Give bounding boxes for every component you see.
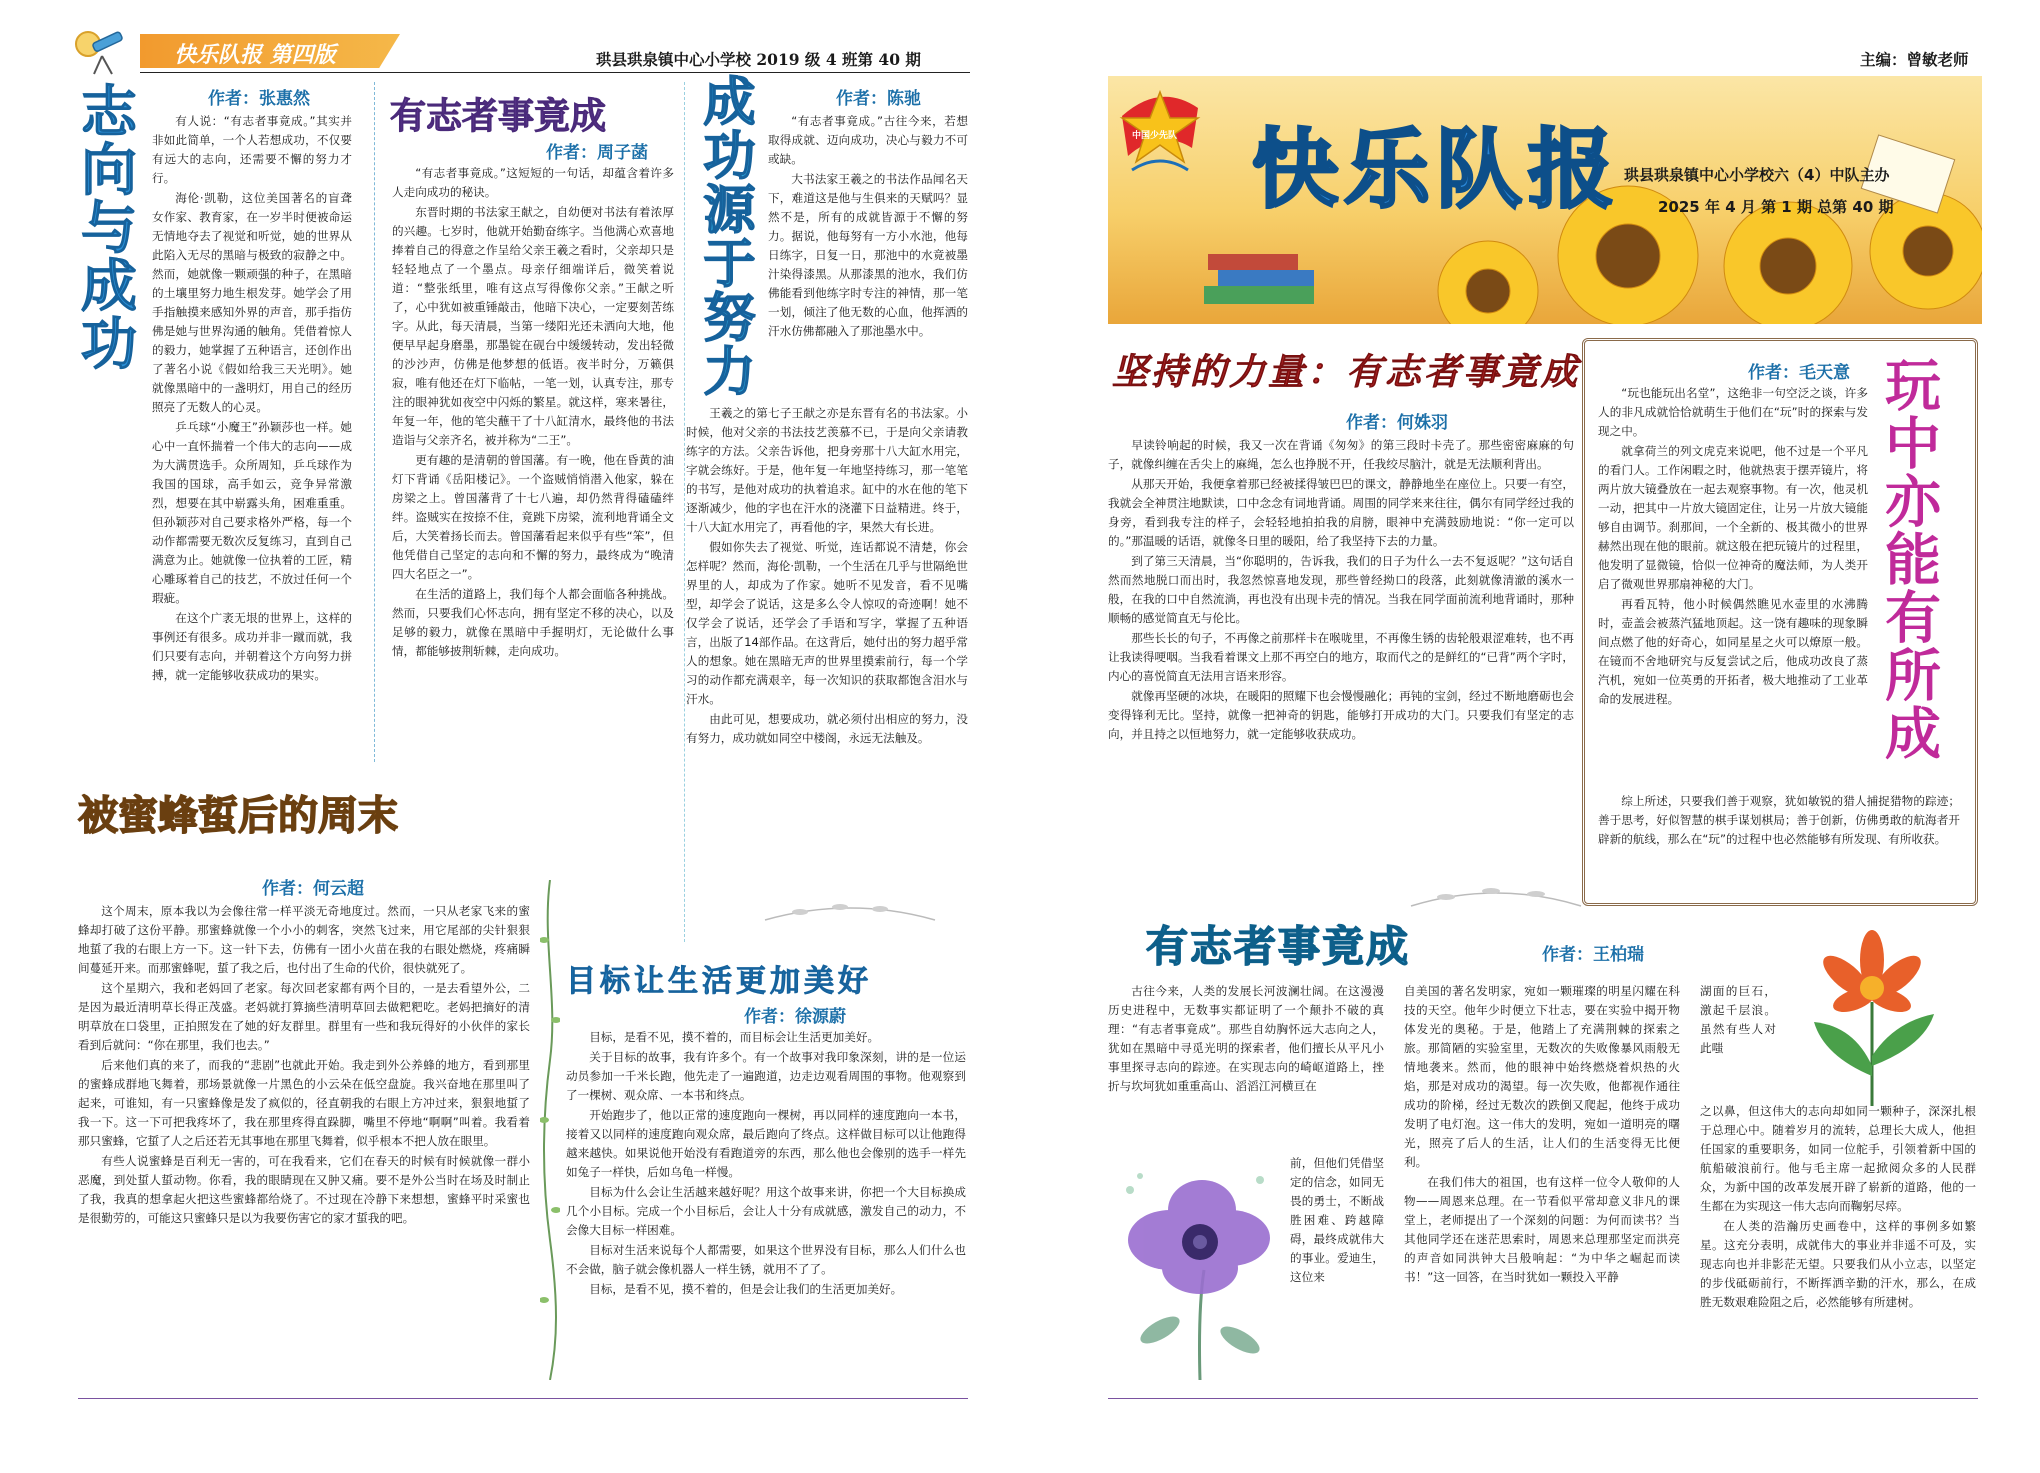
b1-paragraph: 从那天开始，我便拿着那已经被揉得皱巴巴的课文，静静地坐在座位上。只要一有空，我就会全神贯注地默读，口中念念有词地背诵。周围的同学来来往往，偶尔有同学经过我的身旁，看到我专注的样子，会轻轻地拍拍我的肩膀，眼神中充满鼓励地说：“你一定可以的。”那温暖的话语，就像冬日里的暖阳，给了我坚持下去的力量。 bbox=[1108, 477, 1574, 548]
b3-paragraph: 前，但他们凭借坚定的信念，如同无畏的勇士，不断战胜困难、跨越障碍，最终成就伟大的事业。爱迪生，这位来 bbox=[1290, 1156, 1384, 1284]
header-rule bbox=[140, 72, 970, 73]
b3-col1-narrow bbox=[1290, 1154, 1384, 1390]
a3-author: 作者：陈驰 bbox=[836, 89, 921, 109]
a5-paragraph: 开始跑步了，他以正常的速度跑向一棵树，再以同样的速度跑向一本书，接着又以同样的速度跑向观众席，最后跑向了终点。这样做目标可以让他跑得越来越快。如果说他开始没有看跑道旁的东西，那么他也会像别的选手一样先如兔子一样快，后如乌龟一样慢。 bbox=[566, 1108, 966, 1179]
a4-paragraph: 后来他们真的来了，而我的“悲剧”也就此开始。我走到外公养蜂的地方，看到那里的蜜蜂成群地飞舞着，那场景就像一片黑色的小云朵在低空盘旋。我兴奋地在那里叫了起来，可谁知，有一只蜜蜂像是发了疯似的，径直朝我的右眼上方冲过来，狠狠地蜇了我一下。这一下可把我疼坏了，我在那里疼得直跺脚，嘴里不停地“啊啊”叫着。我看着那只蜜蜂，它蜇了人之后还若无其事地在那里飞舞着，似乎根本不把人放在眼里。 bbox=[78, 1058, 530, 1148]
b3-title: 有志者事竟成 bbox=[1146, 922, 1411, 971]
a5-paragraph: 目标对生活来说每个人都需要，如果这个世界没有目标，那么人们什么也不会做，脑子就会像机器人一样生锈，就用不了了。 bbox=[566, 1243, 966, 1276]
b1-paragraph: 就像再坚硬的冰块，在暖阳的照耀下也会慢慢融化；再钝的宝剑，经过不断地磨砺也会变得锋利无比。坚持，就像一把神奇的钥匙，能够打开成功的大门。只要我们有坚定的志向，并且持之以恒地努力，就一定能够收获成功。 bbox=[1108, 689, 1574, 741]
a5-paragraph: 目标为什么会让生活越来越好呢？用这个故事来讲，你把一个大目标换成几个小目标。完成一个小目标后，会让人十分有成就感，激发自己的动力，不会像大目标一样困难。 bbox=[566, 1185, 966, 1237]
b2-body-wide bbox=[1598, 792, 1960, 892]
b3-paragraph: 自美国的著名发明家，宛如一颗璀璨的明星闪耀在科技的天空。他年少时便立下壮志，要在实验中揭开物体发光的奥秘。于是，他踏上了充满荆棘的探索之旅。那简陋的实验室里，无数次的失败像暴风雨般无情地袭来。然而，他的眼神中始终燃烧着炽热的火焰，那是对成功的渴望。每一次失败，他都视作通往成功的阶梯，经过无数次的跌倒又爬起，他终于成功发明了电灯泡。这一伟大的发明，宛如一道明亮的曙光，照亮了后人的生活，让人们的生活变得无比便利。 bbox=[1404, 984, 1680, 1169]
a3-paragraph: “有志者事竟成。”古往今来，若想取得成就、迈向成功，决心与毅力不可或缺。 bbox=[768, 114, 968, 166]
a5-paragraph: 关于目标的故事，我有许多个。有一个故事对我印象深刻，讲的是一位运动员参加一千米长跑，他先走了一遍跑道，边走边观看周围的事物。他观察到了一棵树、观众席、一本书和终点。 bbox=[566, 1050, 966, 1102]
a3-paragraph: 假如你失去了视觉、听觉，连话都说不清楚，你会怎样呢？然而，海伦·凯勒，一个生活在几乎与世隔绝世界里的人，却成为了作家。她听不见发音，看不见嘴型，却学会了说话，这是多么令人惊叹的奇迹啊！她不仅学会了说话，还学会了手语和写字，掌握了五种语言，出版了14部作品。在这背后，她付出的努力超乎常人的想象。她在黑暗无声的世界里摸索前行，每一个学习的动作都充满艰辛，每一次知识的获取都饱含泪水与汗水。 bbox=[686, 540, 968, 706]
telescope-logo-icon bbox=[74, 30, 130, 76]
a1-paragraph: 有人说：“有志者事竟成。”其实并非如此简单，一个人若想成功，不仅要有远大的志向，还需要不懈的努力才行。 bbox=[152, 114, 352, 185]
a5-author: 作者：徐源蔚 bbox=[744, 1007, 846, 1027]
a5-paragraph: 目标，是看不见，摸不着的，但是会让我们的生活更加美好。 bbox=[589, 1282, 903, 1296]
b2-paragraph: 综上所述，只要我们善于观察，犹如敏锐的猎人捕捉猎物的踪迹；善于思考，好似智慧的棋手谋划棋局；善于创新，仿佛勇敢的航海者开辟新的航线，那么在“玩”的过程中也必然能够有所发现、有所收获。 bbox=[1598, 794, 1960, 846]
a2-author: 作者：周子菡 bbox=[546, 143, 648, 163]
a1-title: 志向与成功 bbox=[72, 82, 137, 372]
b2-paragraph: “玩也能玩出名堂”，这绝非一句空泛之谈，许多人的非凡成就恰恰就萌生于他们在“玩”时的探索与发现之中。 bbox=[1598, 386, 1868, 438]
a1-paragraph: 乒乓球“小魔王”孙颖莎也一样。她心中一直怀揣着一个伟大的志向——成为大满贯选手。众所周知，乒乓球作为我国的国球，高手如云，竞争异常激烈，想要在其中崭露头角，困难重重。但孙颖莎对自己要求格外严格，每一个动作都需要无数次反复练习，直到自己满意为止。她就像一位执着的工匠，精心雕琢着自己的技艺，不放过任何一个瑕疵。 bbox=[152, 420, 352, 605]
b3-paragraph: 古往今来，人类的发展长河波澜壮阔。在这漫漫历史进程中，无数事实都证明了一个颠扑不破的真理：“有志者事竟成”。那些自幼胸怀远大志向之人，犹如在黑暗中寻觅光明的探索者，他们擅长从平凡小事里探寻志向的踪迹。在实现志向的崎岖道路上，挫折与坎坷犹如重重高山、滔滔江河横亘在 bbox=[1108, 984, 1384, 1093]
a4-title: 被蜜蜂蜇后的周末 bbox=[78, 792, 398, 839]
leaf-ornament-icon bbox=[1406, 884, 1586, 914]
a2-body bbox=[392, 164, 674, 854]
header-band-label: 快乐队报 第四版 bbox=[174, 43, 336, 68]
a2-paragraph: “有志者事竟成。”这短短的一句话，却蕴含着许多人走向成功的秘诀。 bbox=[392, 166, 674, 199]
a2-paragraph: 更有趣的是清朝的曾国藩。有一晚，他在昏黄的油灯下背诵《岳阳楼记》。一个盗贼悄悄潜入他家，躲在房梁之上。曾国藩背了十七八遍，却仍然背得磕磕绊绊。盗贼实在按捺不住，竟跳下房梁，流利地背诵全文后，大笑着扬长而去。曾国藩看起来似乎有些“笨”，但他凭借自己坚定的志向和不懈的努力，最终成为“晚清四大名臣之一”。 bbox=[392, 453, 674, 581]
a4-paragraph: 这个星期六，我和老妈回了老家。每次回老家都有两个目的，一是去看望外公，二是因为最近清明草长得正茂盛。老妈就打算摘些清明草回去做粑粑吃。老妈把摘好的清明草放在口袋里，正拍照发在了她的好友群里。群里有一些和我玩得好的小伙伴的家长看到后就问：“你在那里，我们也去。” bbox=[78, 981, 530, 1052]
badge-caption: 中国少先队 bbox=[1132, 131, 1178, 141]
b3-author: 作者：王柏瑞 bbox=[1542, 945, 1644, 965]
left-bottom-rule bbox=[78, 1398, 968, 1399]
a5-title: 目标让生活更加美好 bbox=[566, 964, 872, 999]
school-line: 珙县珙泉镇中心小学校 2019 级 4 班第 40 期 bbox=[596, 50, 921, 69]
b3-paragraph: 在人类的浩瀚历史画卷中，这样的事例多如繁星。这充分表明，成就伟大的事业并非遥不可及，实现志向也并非影茫无望。只要我们从小立志，以坚定的步伐砥砺前行，不断挥洒辛勤的汗水，那么，在成胜无数艰难险阻之后，必然能够有所建树。 bbox=[1700, 1219, 1976, 1309]
editor-line: 主编：曾敏老师 bbox=[1860, 50, 1969, 69]
b2-title: 玩中亦能有所成 bbox=[1876, 356, 1941, 762]
a3-paragraph: 由此可见，想要成功，就必须付出相应的努力，没有努力，成功就如同空中楼阁，永远无法触及。 bbox=[686, 712, 968, 745]
a1-paragraph: 在这个广袤无垠的世界上，这样的事例还有很多。成功并非一蹴而就，我们只要有志向，并朝着这个方向努力拼搏，就一定能够收获成功的果实。 bbox=[152, 611, 352, 682]
masthead-title: 快乐队报 bbox=[1252, 120, 1620, 220]
b2-paragraph: 就拿荷兰的列文虎克来说吧，他不过是一个平凡的看门人。工作闲暇之时，他就热衷于摆弄镜片，将两片放大镜叠放在一起去观察事物。有一次，他灵机一动，把其中一片放大镜固定住，让另一片放大镜能够自由调节。刹那间，一个全新的、极其微小的世界赫然出现在他的眼前。就这般在把玩镜片的过程里，他发明了显微镜，恰似一位神奇的魔法师，为人类开启了微观世界那扇神秘的大门。 bbox=[1598, 444, 1868, 591]
b1-author: 作者：何姝羽 bbox=[1346, 413, 1448, 433]
a3-paragraph: 大书法家王羲之的书法作品闻名天下，难道这是他与生俱来的天赋吗？显然不是，所有的成就皆源于不懈的努力。据说，他每努有一方小水池，他每日练字，日复一日，那池中的水竟被墨汁染得漆黑。从那漆黑的池水，我们仿佛能看到他练字时专注的神情，那一笔一划，倾注了他无数的心血，他挥洒的汗水仿佛都融入了那池墨水中。 bbox=[768, 172, 968, 338]
b1-paragraph: 到了第三天清晨，当“你聪明的，告诉我，我们的日子为什么一去不复返呢？”这句话自然而然地脱口而出时，我忽然惊喜地发现，那些曾经拗口的段落，此刻就像清澈的溪水一般，在我的口中自然流淌，再也没有出现卡壳的情况。当我在同学面前流利地背诵时，那种顺畅的感觉简直无与伦比。 bbox=[1108, 554, 1574, 625]
b2-author: 作者：毛天意 bbox=[1748, 363, 1850, 383]
b3-col2 bbox=[1404, 982, 1680, 1390]
a2-title: 有志者事竟成 bbox=[390, 95, 607, 137]
a3-body bbox=[686, 404, 968, 914]
b1-paragraph: 那些长长的句子，不再像之前那样卡在喉咙里，不再像生锈的齿轮般艰涩难转，也不再让我读得哽咽。当我看着课文上那不再空白的地方，取而代之的是鲜红的“已背”两个字时，内心的喜悦简直无法用言语来形容。 bbox=[1108, 631, 1574, 683]
a5-body bbox=[566, 1028, 966, 1388]
a2-paragraph: 东晋时期的书法家王献之，自幼便对书法有着浓厚的兴趣。七岁时，他就开始勤奋练字。当他满心欢喜地捧着自己的得意之作呈给父亲王羲之看时，父亲却只是轻轻地点了一个墨点。母亲仔细端详后，微笑着说道：“整张纸里，唯有这点写得像你父亲。”王献之听了，心中犹如被重锤敲击，他暗下决心，一定要刻苦练字。从此，每天清晨，当第一缕阳光还未洒向大地，他便早早起身磨墨，那墨锭在砚台中缓缓转动，发出轻微的沙沙声，仿佛是他梦想的低语。夜半时分，万籁俱寂，唯有他还在灯下临帖，一笔一划，认真专注，那专注的眼神犹如夜空中闪烁的繁星。就这样，寒来暑往，年复一年，他的笔尖蘸干了十八缸清水，最终他的书法造诣与父亲齐名，被并称为“二王”。 bbox=[392, 205, 674, 447]
a3-body-top bbox=[768, 112, 968, 372]
a3-paragraph: 王羲之的第七子王献之亦是东晋有名的书法家。小时候，他对父亲的书法技艺羡慕不已，于是向父亲请教练字的方法。父亲告诉他，把身旁那十八大缸水用完，字就会练好。于是，他年复一年地坚持练习，那一笔笔的书写，是他对成功的执着追求。缸中的水在他的笔下逐渐减少，他的字也在汗水的浇灌下日益精进。终于，十八大缸水用完了，再看他的字，果然大有长进。 bbox=[686, 406, 968, 534]
b3-paragraph: 湖面的巨石，激起千层浪。虽然有些人对此嗤 bbox=[1700, 984, 1776, 1055]
a1-author: 作者：张惠然 bbox=[208, 89, 310, 109]
b3-col1 bbox=[1108, 982, 1384, 1156]
b1-body bbox=[1108, 436, 1574, 902]
vine-divider-icon bbox=[540, 880, 560, 1380]
a1-paragraph: 海伦·凯勒，这位美国著名的盲聋女作家、教育家，在一岁半时便被命运无情地夺去了视觉和听觉，她的世界从此陷入无尽的黑暗与极致的寂静之中。然而，她就像一颗顽强的种子，在黑暗的土壤里努力地生根发芽。她学会了用手指触摸来感知外界的声音，那手指仿佛是她与世界沟通的触角。凭借着惊人的毅力，她掌握了五种语言，还创作出了著名小说《假如给我三天光明》。她就像黑暗中的一盏明灯，用自己的经历照亮了无数人的心灵。 bbox=[152, 191, 352, 414]
leaf-ornament-icon bbox=[760, 900, 940, 928]
b3-col3-narrow bbox=[1700, 982, 1776, 1100]
a4-paragraph: 有些人说蜜蜂是百利无一害的，可在我看来，它们在春天的时候有时候就像一群小恶魔，到处蜇人蜇动物。你看，我的眼睛现在又肿又痛。要不是外公当时在场及时制止了我，我真的想拿起火把这些蜜蜂都给烧了。不过现在冷静下来想想，蜜蜂平时采蜜也是很勤劳的，可能这只蜜蜂只是以为我要伤害它的家才蜇我的吧。 bbox=[78, 1154, 530, 1225]
a5-paragraph: 目标，是看不见，摸不着的，而目标会让生活更加美好。 bbox=[589, 1030, 880, 1044]
orange-flower-icon bbox=[1784, 926, 1960, 1106]
a4-paragraph: 这个周末，原本我以为会像往常一样平淡无奇地度过。然而，一只从老家飞来的蜜蜂却打破了这份平静。那蜜蜂就像一个小小的刺客，突然飞过来，用它尾部的尖针狠狠地蜇了我的右眼上方一下。这一针下去，仿佛有一团小火苗在我的右眼处燃烧，疼痛瞬间蔓延开来。而那蜜蜂呢，蜇了我之后，也付出了生命的代价，很快就死了。 bbox=[78, 904, 530, 975]
a3-title: 成功源于努力 bbox=[694, 74, 754, 398]
a4-body bbox=[78, 902, 530, 1386]
purple-flower-icon bbox=[1110, 1150, 1286, 1380]
b3-paragraph: 之以鼻，但这伟大的志向却如同一颗种子，深深扎根于总理心中。随着岁月的流转，总理长大成人，他担任国家的重要职务，如同一位舵手，引领着新中国的航船破浪前行。他与毛主席一起掀阅众多的人民群众，为新中国的改革发展开辟了崭新的道路，他的一生都在为实现这一伟大志向而鞠躬尽瘁。 bbox=[1700, 1104, 1976, 1213]
b1-title: 坚持的力量：有志者事竟成 bbox=[1112, 351, 1581, 393]
column-divider bbox=[684, 82, 685, 942]
b3-paragraph: 在我们伟大的祖国，也有这样一位令人敬仰的人物——周恩来总理。在一节看似平常却意义非凡的课堂上，老师提出了一个深刻的问题：为何而读书？当其他同学还在迷茫思索时，周恩来总理那坚定而洪亮的声音如同洪钟大吕般响起：“为中华之崛起而读书！”这一回答，在当时犹如一颗投入平静 bbox=[1404, 1175, 1680, 1284]
b2-paragraph: 再看瓦特，他小时候偶然瞧见水壶里的水沸腾时，壶盖会被蒸汽猛地顶起。这一饶有趣味的现象瞬间点燃了他的好奇心，如同星星之火可以燎原一般。在镜而不舍地研究与反复尝试之后，他成功改良了蒸汽机，宛如一位英勇的开拓者，极大地推动了工业革命的发展进程。 bbox=[1598, 597, 1868, 706]
right-bottom-rule bbox=[1108, 1398, 1978, 1399]
a2-paragraph: 在生活的道路上，我们每个人都会面临各种挑战。然而，只要我们心怀志向，拥有坚定不移的决心，以及足够的毅力，就像在黑暗中手握明灯，无论做什么事情，都能够披荆斩棘，走向成功。 bbox=[392, 587, 674, 658]
a1-body bbox=[152, 112, 352, 784]
a4-author: 作者：何云超 bbox=[262, 879, 364, 899]
b1-paragraph: 早读铃响起的时候，我又一次在背诵《匆匆》的第三段时卡壳了。那些密密麻麻的句子，就像纠缠在舌尖上的麻绳，怎么也挣脱不开，任我绞尽脑汁，就是无法顺利背出。 bbox=[1108, 438, 1574, 471]
b2-body-narrow bbox=[1598, 384, 1868, 748]
column-divider bbox=[374, 82, 375, 762]
masthead-org: 珙县珙泉镇中心小学校六（4）中队主办 bbox=[1624, 166, 1890, 184]
masthead-issue: 2025 年 4 月 第 1 期 总第 40 期 bbox=[1658, 198, 1894, 216]
b3-col3 bbox=[1700, 1102, 1976, 1390]
